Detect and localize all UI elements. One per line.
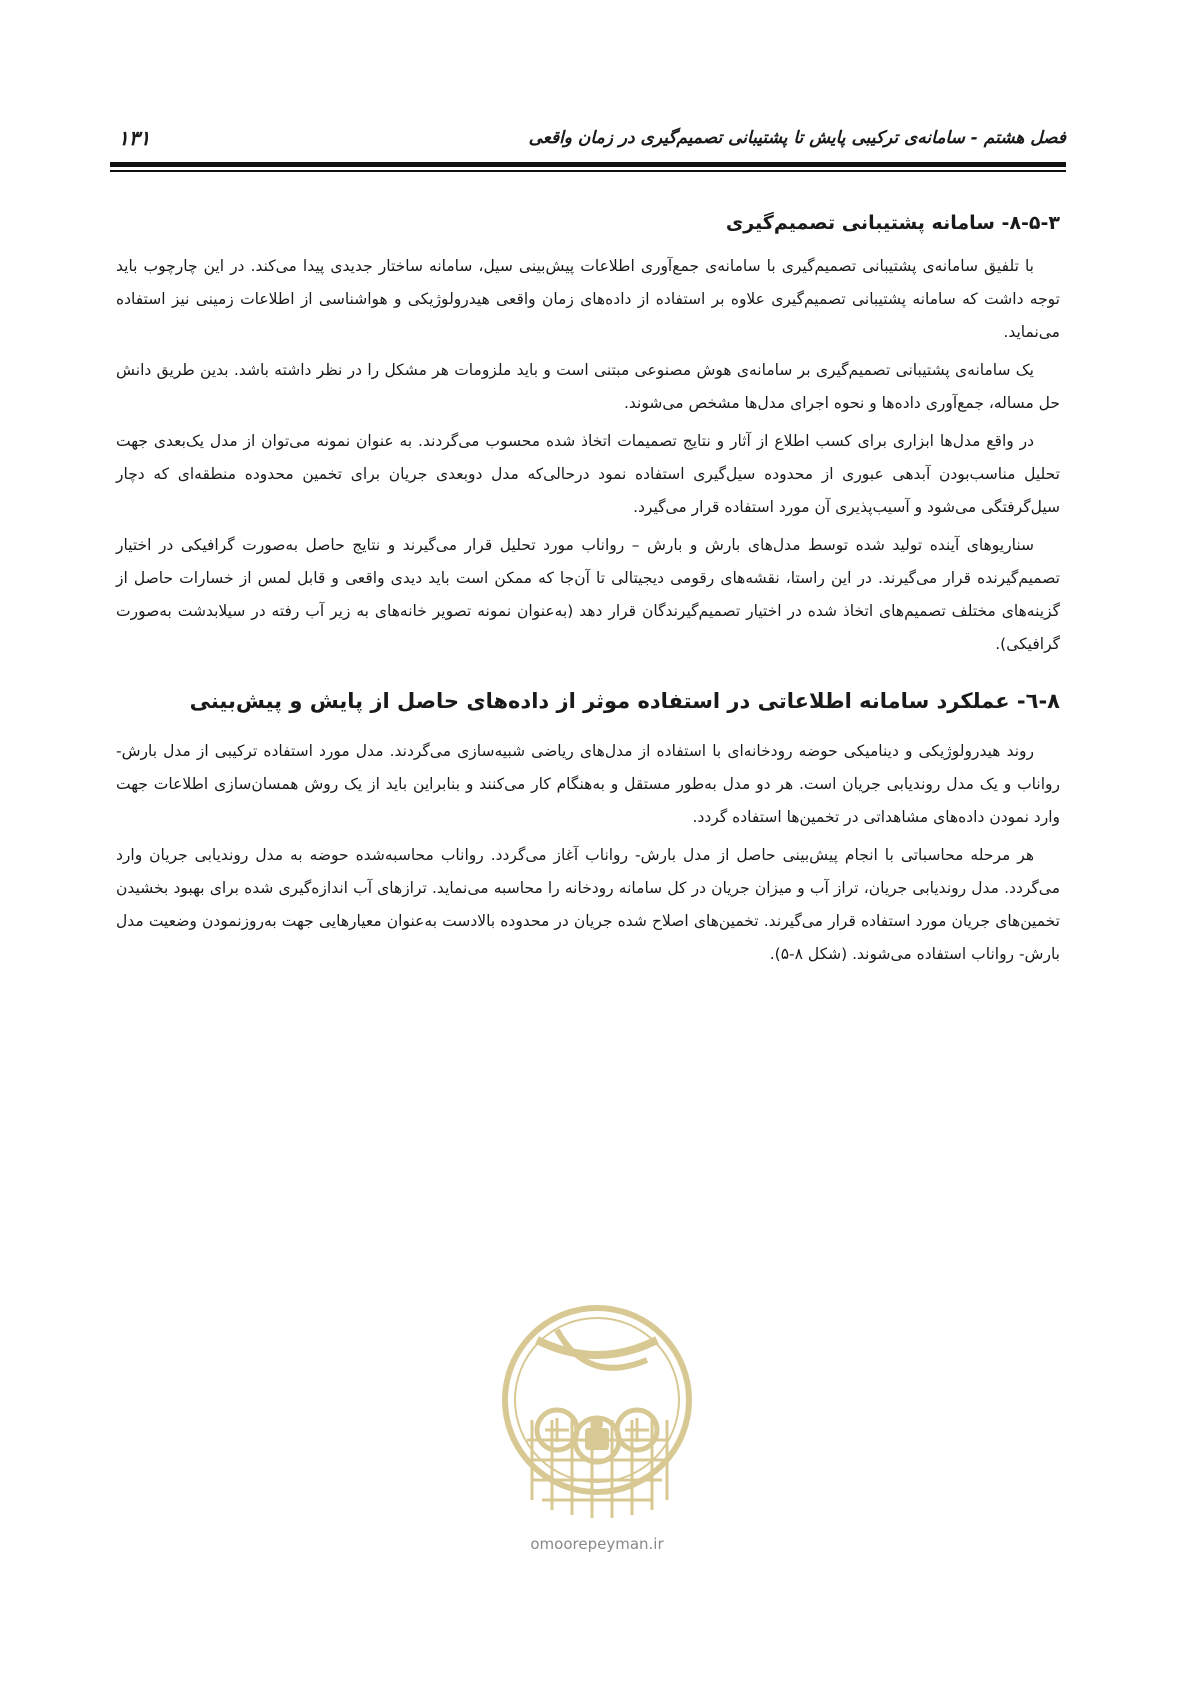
- paragraph: با تلفیق سامانه‌ی پشتیبانی تصمیم‌گیری با سامانه‌ی جمع‌آوری اطلاعات پیش‌بینی سیل، سامانه ساختار جدیدی پیدا می‌کند. در این چارچوب باید توجه داشت که سامانه پشتیبانی تصمیم‌گیری علاوه بر استفاده از داده‌های زمان واقعی هیدرولوژیکی و هواشناسی از اطلاعات زمینی نیز استفاده می‌نماید.: [116, 257, 1060, 341]
- paragraph: در واقع مدل‌ها ابزاری برای کسب اطلاع از آثار و نتایج تصمیمات اتخاذ شده محسوب می‌گردند. به عنوان نمونه می‌توان از مدل یک‌بعدی جهت تحلیل مناسب‌بودن آبدهی عبوری از محدوده سیل‌گیری استفاده نمود درحالی‌که مدل دوبعدی جریان برای تخمین محدوده منطقه‌ای که دچار سیل‌گرفتگی می‌شود و آسیب‌پذیری آن مورد استفاده قرار می‌گیرد.: [116, 432, 1060, 516]
- page-number: ۱۳۱: [118, 126, 151, 150]
- paragraph: سناریوهای آینده تولید شده توسط مدل‌های بارش و بارش – رواناب مورد تحلیل قرار می‌گیرند و نتایج حاصل به‌صورت گرافیکی در اختیار تصمیم‌گیرنده قرار می‌گیرند. در این راستا، نقشه‌های رقومی دیجیتالی تا آن‌جا که ممکن است باید دیدی واقعی و قابل لمس از خسارات حاصل از گزینه‌های مختلف تصمیم‌های اتخاذ شده در اختیار تصمیم‌گیرندگان قرار دهد (به‌عنوان نمونه تصویر خانه‌های به زیر آب رفته در سیلابدشت به‌صورت گرافیکی).: [116, 536, 1060, 653]
- paragraph: روند هیدرولوژیکی و دینامیکی حوضه رودخانه‌ای با استفاده از مدل‌های ریاضی شبیه‌سازی می‌گردند. مدل مورد استفاده ترکیبی از مدل بارش- رواناب و یک مدل روندیابی جریان است. هر دو مدل به‌طور مستقل و به‌هنگام کار می‌کنند و بنابراین باید از یک روش همسان‌سازی اطلاعات جهت وارد نمودن داده‌های مشاهداتی در تخمین‌ها استفاده گردد.: [116, 742, 1060, 826]
- paragraph: یک سامانه‌ی پشتیبانی تصمیم‌گیری بر سامانه‌ی هوش مصنوعی مبتنی است و باید ملزومات هر مشکل را در نظر داشته باشد. بدین طریق دانش حل مساله، جمع‌آوری داده‌ها و نحوه اجرای مدل‌ها مشخص می‌شوند.: [116, 361, 1060, 412]
- section-heading-decision-support: ۸-۵-۳- سامانه پشتیبانی تصمیم‌گیری: [725, 212, 1060, 234]
- watermark-logo: [497, 1300, 697, 1526]
- header-rule-thick: [110, 162, 1066, 167]
- watermark-seal-icon: [497, 1300, 697, 1526]
- header-rule-thin: [110, 170, 1066, 172]
- chapter-title: فصل هشتم - سامانه‌ی ترکیبی پایش تا پشتیبانی تصمیم‌گیری در زمان واقعی: [528, 128, 1066, 148]
- document-body: [116, 212, 1060, 976]
- section-heading-information-system: ۸-٦- عملکرد سامانه اطلاعاتی در استفاده موثر از داده‌های حاصل از پایش و پیش‌بینی: [189, 689, 1060, 713]
- page-header: [110, 128, 1066, 152]
- watermark-url: omoorepeyman.ir: [530, 1535, 664, 1553]
- paragraph: هر مرحله محاسباتی با انجام پیش‌بینی حاصل از مدل بارش- رواناب آغاز می‌گردد. رواناب محاسبه‌شده حوضه به مدل روندیابی جریان وارد می‌گردد. مدل روندیابی جریان، تراز آب و میزان جریان در کل سامانه رودخانه را محاسبه می‌نماید. ترازهای آب اندازه‌گیری شده برای بهبود بخشیدن تخمین‌های جریان مورد استفاده قرار می‌گیرند. تخمین‌های اصلاح شده جریان در محدوده بالادست به‌عنوان معیارهایی جهت به‌روزنمودن وضعیت مدل بارش- رواناب استفاده می‌شوند. (شکل ۸-۵).: [116, 846, 1060, 963]
